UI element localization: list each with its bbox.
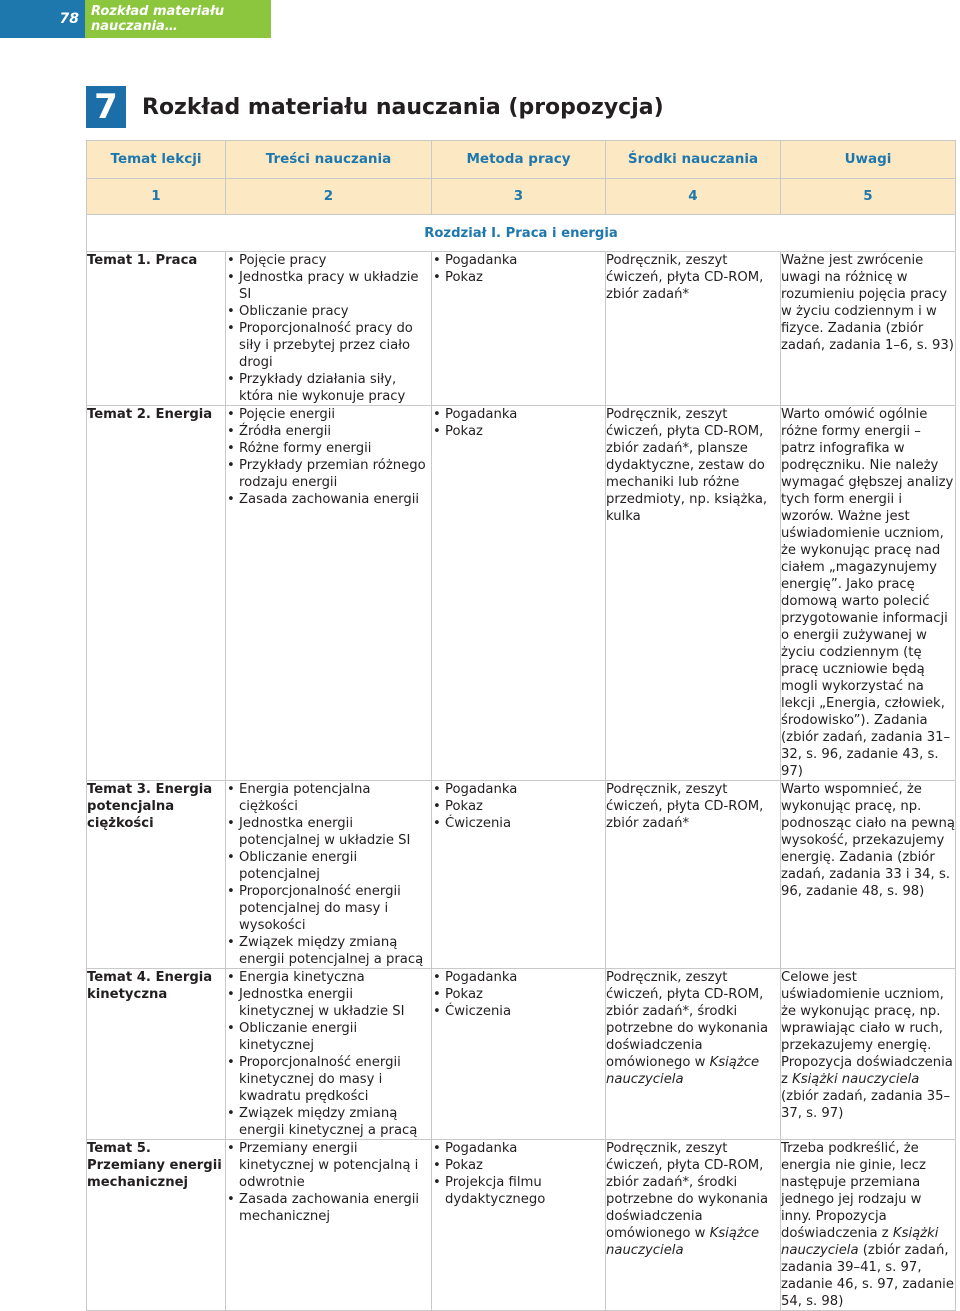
- notes-text: Warto wspomnieć, że wykonując pracę, np. podnosząc ciało na pewną wysokość, przekazujemy energię. Zadania (zbiór zadań, zadania 33 i 34, s. 96, zadanie 48, s. 98): [781, 782, 955, 899]
- lesson-topic: Temat 2. Energia: [87, 407, 213, 422]
- method-list: [432, 252, 605, 286]
- book-title: Książki nauczyciela: [792, 1072, 920, 1087]
- notes-text-part: (zbiór zadań, zadania 35–37, s. 97): [781, 1089, 951, 1121]
- list-item: • Przykłady przemian różnego rodzaju energii: [226, 457, 431, 491]
- section-row: [87, 215, 956, 252]
- column-number: 3: [432, 179, 606, 215]
- list-item: • Ćwiczenia: [432, 1003, 605, 1020]
- running-title: Rozkład materiału nauczania…: [85, 0, 271, 38]
- content-list: [226, 781, 431, 968]
- list-item: • Pokaz: [432, 1157, 605, 1174]
- page-header: [0, 0, 271, 38]
- table-row: [87, 969, 956, 1140]
- list-item: • Energia potencjalna ciężkości: [226, 781, 431, 815]
- list-item: • Ćwiczenia: [432, 815, 605, 832]
- column-number: 4: [606, 179, 781, 215]
- resources-text: Podręcznik, zeszyt ćwiczeń, płyta CD-ROM, zbiór zadań*: [606, 782, 764, 831]
- column-number-row: [87, 179, 956, 215]
- notes-text: Warto omówić ogólnie różne formy energii – patrz infografika w podręczniku. Nie należy wymagać głębszej analizy tych form energii i wzorów. Ważne jest uświadomienie uczniom, że wykonując pracę nad ciałem „magazynujemy energię”. Jako pracę domową warto polecić przygotowanie informacji o energii zużywanej w życiu codziennym (tę pracę uczniowie będą mogli wykorzystać na lekcji „Energia, człowiek, środowisko”). Zadania (zbiór zadań, zadania 31–32, s. 96, zadanie 43, s. 97): [781, 407, 954, 779]
- list-item: • Źródła energii: [226, 423, 431, 440]
- resources-text: [606, 1140, 780, 1259]
- list-item: • Proporcjonalność energii potencjalnej do masy i wysokości: [226, 883, 431, 934]
- notes-text: Ważne jest zwrócenie uwagi na różnicę w rozumieniu pojęcia pracy w życiu codziennym i w fizyce. Zadania (zbiór zadań, zadania 1–6, s. 93): [781, 253, 954, 353]
- list-item: • Jednostka energii kinetycznej w układzie SI: [226, 986, 431, 1020]
- list-item: • Pogadanka: [432, 406, 605, 423]
- notes-text-part: Celowe jest uświadomienie uczniom, że wykonując pracę, np. wprawiając ciało w ruch, przekazujemy energię. Propozycja doświadczenia z: [781, 970, 953, 1087]
- column-header-topic: Temat lekcji: [87, 141, 226, 179]
- column-number: 1: [87, 179, 226, 215]
- book-title: Książki nauczyciela: [781, 1226, 939, 1258]
- list-item: • Proporcjonalność energii kinetycznej do masy i kwadratu prędkości: [226, 1054, 431, 1105]
- list-item: • Pojęcie energii: [226, 406, 431, 423]
- column-header-method: Metoda pracy: [432, 141, 606, 179]
- list-item: • Obliczanie energii kinetycznej: [226, 1020, 431, 1054]
- chapter-title: Rozkład materiału nauczania (propozycja): [142, 94, 664, 120]
- notes-text-part: Trzeba podkreślić, że energia nie ginie, lecz następuje przemiana jednego jej rodzaju w inny. Propozycja doświadczenia z: [781, 1141, 926, 1241]
- column-header-content: Treści nauczania: [226, 141, 432, 179]
- list-item: • Energia kinetyczna: [226, 969, 431, 986]
- section-title: Rozdział I. Praca i energia: [87, 215, 956, 252]
- list-item: • Jednostka energii potencjalnej w układzie SI: [226, 815, 431, 849]
- book-title: Książce nauczyciela: [606, 1055, 760, 1087]
- chapter-number: 7: [86, 86, 126, 128]
- table-row: [87, 406, 956, 781]
- list-item: • Pogadanka: [432, 1140, 605, 1157]
- content-list: [226, 406, 431, 508]
- list-item: • Pogadanka: [432, 781, 605, 798]
- resources-text-part: Podręcznik, zeszyt ćwiczeń, płyta CD-ROM, zbiór zadań*, środki potrzebne do wykonania doświadczenia omówionego w: [606, 970, 769, 1070]
- list-item: • Przykłady działania siły, która nie wykonuje pracy: [226, 371, 431, 405]
- notes-text-part: (zbiór zadań, zadania 39–41, s. 97, zadanie 46, s. 97, zadanie 54, s. 98): [781, 1243, 954, 1309]
- list-item: • Pokaz: [432, 986, 605, 1003]
- list-item: • Pogadanka: [432, 969, 605, 986]
- method-list: [432, 1140, 605, 1208]
- table-row: [87, 1140, 956, 1311]
- list-item: • Pokaz: [432, 423, 605, 440]
- notes-text: [781, 1140, 955, 1310]
- notes-text: [781, 969, 955, 1122]
- table-row: [87, 781, 956, 969]
- column-header-resources: Środki nauczania: [606, 141, 781, 179]
- column-number: 2: [226, 179, 432, 215]
- list-item: • Zasada zachowania energii: [226, 491, 431, 508]
- list-item: • Obliczanie pracy: [226, 303, 431, 320]
- table-row: [87, 252, 956, 406]
- list-item: • Obliczanie energii potencjalnej: [226, 849, 431, 883]
- list-item: • Pokaz: [432, 269, 605, 286]
- resources-text: [606, 969, 780, 1088]
- column-number: 5: [781, 179, 956, 215]
- list-item: • Proporcjonalność pracy do siły i przebytej przez ciało drogi: [226, 320, 431, 371]
- list-item: • Związek między zmianą energii kinetycznej a pracą: [226, 1105, 431, 1139]
- lesson-topic: Temat 3. Energia potencjalna ciężkości: [87, 782, 213, 831]
- list-item: • Różne formy energii: [226, 440, 431, 457]
- content-list: [226, 969, 431, 1139]
- column-header-notes: Uwagi: [781, 141, 956, 179]
- page-number: 78: [0, 0, 85, 38]
- table-header-row: [87, 141, 956, 179]
- content-list: [226, 252, 431, 405]
- list-item: • Przemiany energii kinetycznej w potencjalną i odwrotnie: [226, 1140, 431, 1191]
- method-list: [432, 969, 605, 1020]
- method-list: [432, 781, 605, 832]
- lesson-topic: Temat 1. Praca: [87, 253, 198, 268]
- resources-text: Podręcznik, zeszyt ćwiczeń, płyta CD-ROM, zbiór zadań*: [606, 253, 764, 302]
- content-list: [226, 1140, 431, 1225]
- lesson-topic: Temat 5. Przemiany energii mechanicznej: [87, 1141, 222, 1190]
- resources-text-part: Podręcznik, zeszyt ćwiczeń, płyta CD-ROM, zbiór zadań*, środki potrzebne do wykonania doświadczenia omówionego w: [606, 1141, 769, 1241]
- resources-text: Podręcznik, zeszyt ćwiczeń, płyta CD-ROM, zbiór zadań*, plansze dydaktyczne, zestaw do mechaniki lub różne przedmioty, np. książka, kulka: [606, 407, 768, 524]
- list-item: • Związek między zmianą energii potencjalnej a pracą: [226, 934, 431, 968]
- list-item: • Pogadanka: [432, 252, 605, 269]
- list-item: • Projekcja filmu dydaktycznego: [432, 1174, 605, 1208]
- lesson-plan-table: [86, 140, 956, 1311]
- list-item: • Pokaz: [432, 798, 605, 815]
- chapter-heading: [86, 86, 664, 128]
- list-item: • Zasada zachowania energii mechanicznej: [226, 1191, 431, 1225]
- list-item: • Pojęcie pracy: [226, 252, 431, 269]
- book-title: Książce nauczyciela: [606, 1226, 760, 1258]
- method-list: [432, 406, 605, 440]
- lesson-topic: Temat 4. Energia kinetyczna: [87, 970, 213, 1002]
- list-item: • Jednostka pracy w układzie SI: [226, 269, 431, 303]
